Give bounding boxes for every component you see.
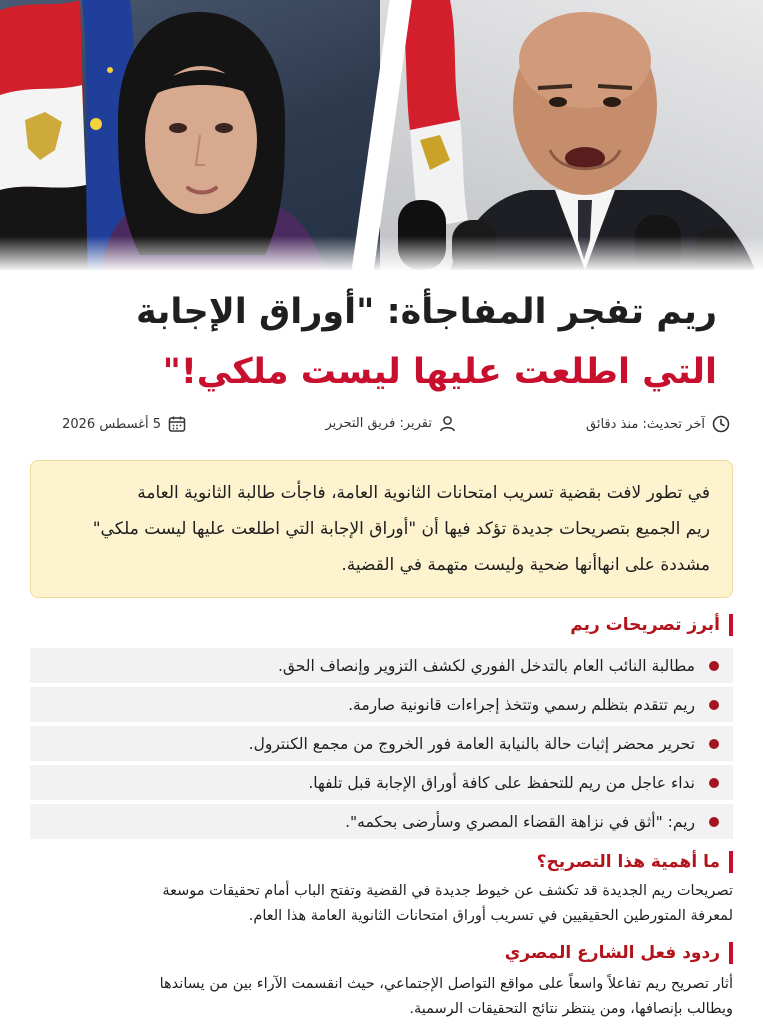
photo-left-illustration [0, 0, 394, 270]
list-item [30, 687, 733, 722]
egypt-flag [0, 0, 88, 270]
paragraph-line: ويطالب بإنصافها، ومن ينتظر نتائج التحقيقات الرسمية. [409, 1001, 733, 1017]
paragraph-line: أثار تصريح ريم تفاعلاً واسعاً على مواقع التواصل الإجتماعي، حيث انقسمت الآراء بين من يساندها [159, 976, 733, 992]
list-item-text: ريم: "أثق في نزاهة القضاء المصري وسأرضى بحكمه". [345, 812, 695, 831]
importance-paragraph [33, 879, 733, 929]
lead-line-2: ريم الجميع بتصريحات جديدة تؤكد فيها أن "أوراق الإجابة التي اطلعت عليها ليست ملكي" [92, 519, 710, 539]
user-icon [439, 415, 456, 432]
bullet-dot [709, 778, 719, 788]
headline-line-1: ريم تفجر المفاجأة: "أوراق الإجابة [136, 292, 717, 332]
meta-updated [586, 415, 730, 433]
list-item-text: نداء عاجل من ريم للتحفظ على كافة أوراق الإجابة قبل تلفها. [308, 773, 695, 792]
bullet-dot [709, 739, 719, 749]
section-title-reactions [505, 942, 733, 964]
section-title-statements [570, 614, 733, 636]
section-title-importance [537, 851, 733, 873]
meta-date [62, 415, 186, 433]
list-item [30, 765, 733, 800]
bullet-dot [709, 700, 719, 710]
lead-line-3: مشددة على انهاأنها ضحية وليست متهمة في القضية. [341, 555, 710, 575]
bullet-dot [709, 661, 719, 671]
list-item [30, 726, 733, 761]
bullet-dot [709, 817, 719, 827]
clock-icon [712, 415, 730, 433]
section-title-text: أبرز تصريحات ريم [570, 615, 720, 635]
section-marker [729, 942, 733, 964]
meta-author [325, 415, 456, 432]
photo-left-panel [0, 0, 394, 270]
list-item-text: تحرير محضر إثبات حالة بالنيابة العامة فور الخروج من مجمع الكنترول. [248, 734, 695, 753]
lead-line-1: في تطور لافت بقضية تسريب امتحانات الثانوية العامة، فاجأت طالبة الثانوية العامة [137, 483, 710, 503]
image-fade [0, 236, 763, 270]
hero-image [0, 0, 763, 270]
meta-date-text: 5 أغسطس 2026 [62, 416, 161, 432]
list-item-text: مطالبة النائب العام بالتدخل الفوري لكشف التزوير وإنصاف الحق. [277, 656, 695, 675]
paragraph-line: تصريحات ريم الجديدة قد تكشف عن خيوط جديدة في القضية وتفتح الباب أمام تحقيقات موسعة [162, 883, 733, 899]
list-item [30, 648, 733, 683]
paragraph-line: لمعرفة المتورطين الحقيقيين في تسريب أوراق امتحانات الثانوية العامة هذا العام. [248, 908, 733, 924]
list-item [30, 804, 733, 839]
photo-right-illustration [380, 0, 763, 270]
meta-author-text: تقرير: فريق التحرير [325, 416, 432, 431]
section-title-text: ردود فعل الشارع المصري [504, 943, 720, 963]
meta-updated-text: آخر تحديث: منذ دقائق [586, 416, 705, 432]
section-marker [729, 851, 733, 873]
article-headline [37, 282, 717, 402]
headline-line-2: التي اطلعت عليها ليست ملكي!" [162, 352, 717, 392]
article-meta [30, 415, 730, 439]
lead-box [30, 460, 733, 598]
egypt-flag [400, 0, 468, 230]
photo-right-panel [380, 0, 763, 270]
calendar-icon [168, 415, 186, 433]
section-marker [729, 614, 733, 636]
section-title-text: ما أهمية هذا التصريح؟ [536, 852, 720, 872]
reaction-paragraph [33, 972, 733, 1022]
statements-list [30, 648, 733, 843]
list-item-text: ريم تتقدم بتظلم رسمي وتتخذ إجراءات قانونية صارمة. [348, 695, 695, 714]
